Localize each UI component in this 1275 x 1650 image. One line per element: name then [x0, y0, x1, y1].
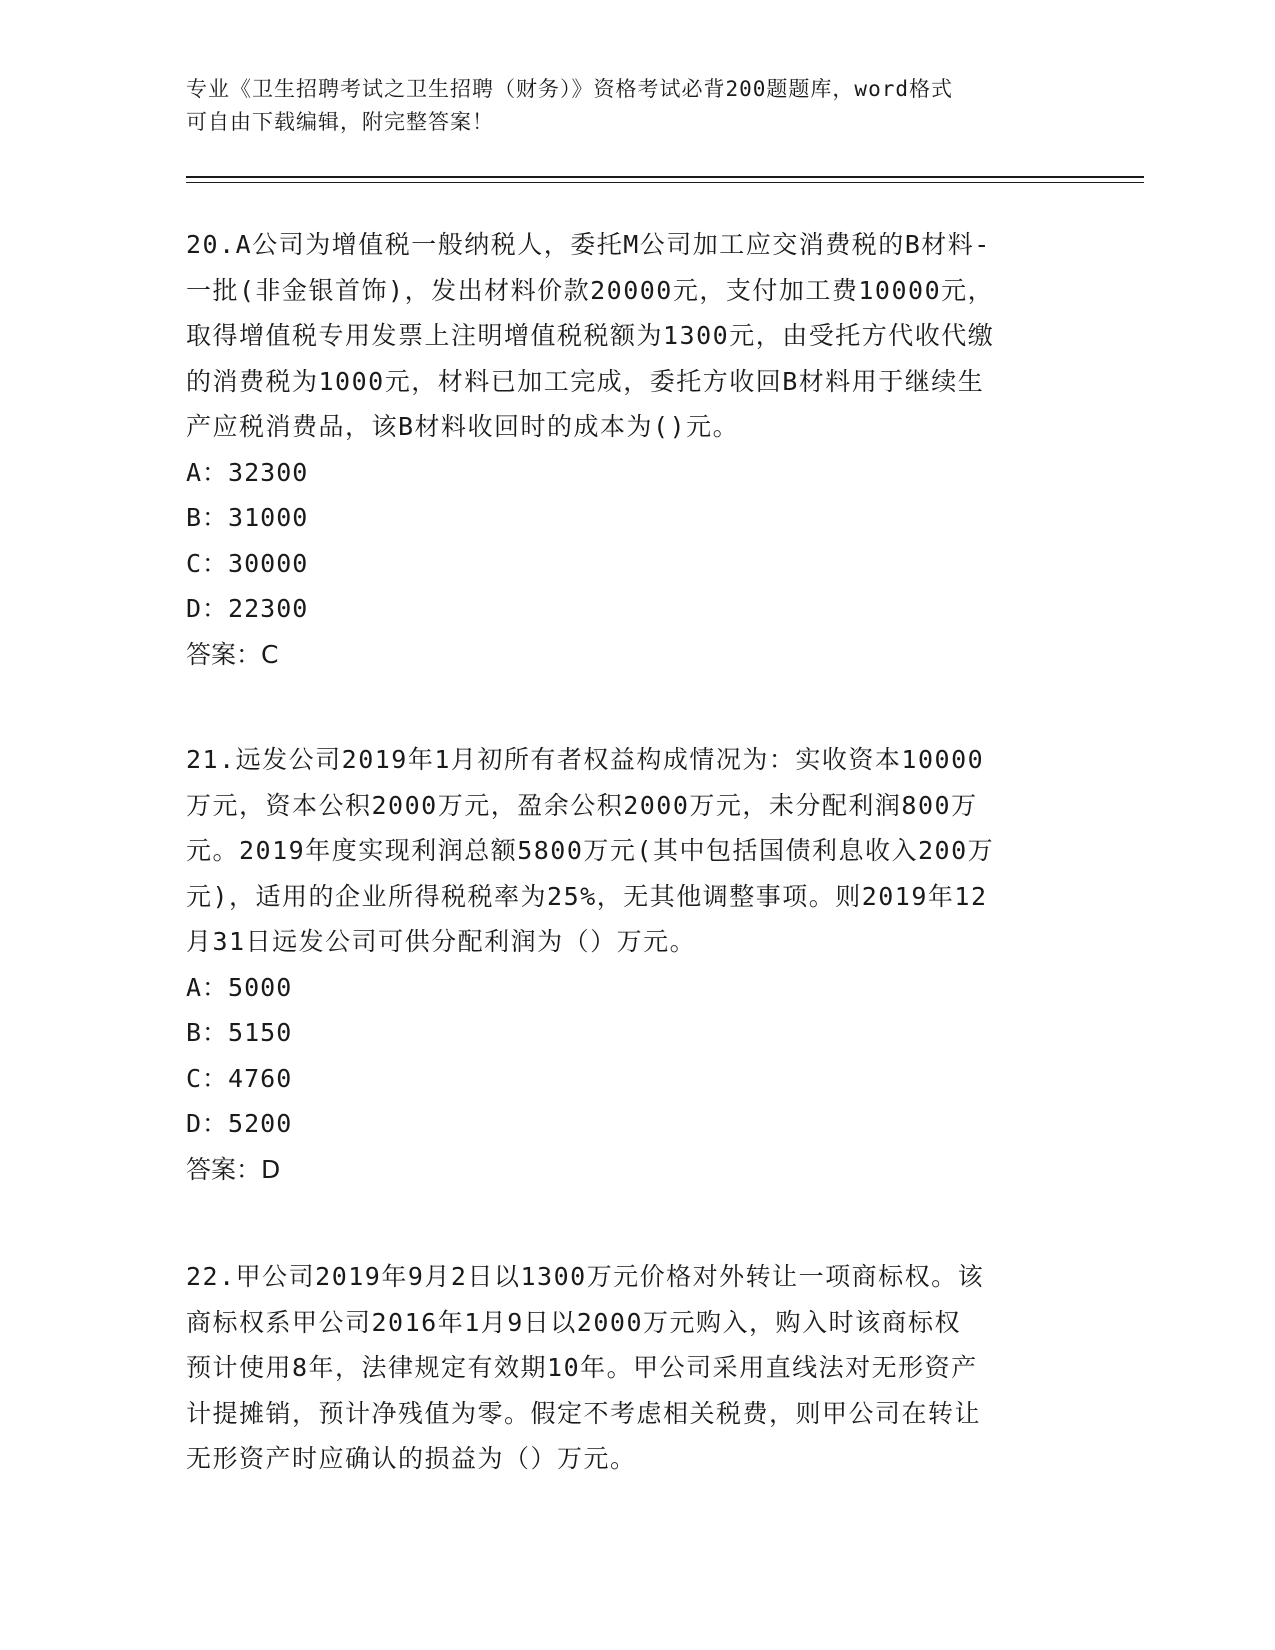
question-text-line: 计提摊销，预计净残值为零。假定不考虑相关税费，则甲公司在转让: [186, 1398, 982, 1428]
question-20: [186, 222, 1086, 677]
question-text-line: 21.远发公司2019年1月初所有者权益构成情况为：实收资本10000: [186, 745, 985, 774]
question-text-line: 20.A公司为增值税一般纳税人，委托M公司加工应交消费税的B材料-: [186, 230, 991, 259]
question-text-line: 预计使用8年，法律规定有效期10年。甲公司采用直线法对无形资产: [186, 1353, 978, 1382]
answer: 答案：C: [186, 639, 279, 669]
question-text-line: 元)，适用的企业所得税税率为25%，无其他调整事项。则2019年12: [186, 881, 988, 911]
question-text-line: 一批(非金银首饰)，发出材料价款20000元，支付加工费10000元，: [186, 275, 995, 305]
option-b: B：31000: [186, 503, 309, 532]
question-text-line: 的消费税为1000元，材料已加工完成，委托方收回B材料用于继续生: [186, 366, 985, 396]
option-d: D：5200: [186, 1109, 293, 1138]
question-text-line: 月31日远发公司可供分配利润为（）万元。: [186, 927, 697, 956]
option-a: A：5000: [186, 972, 293, 1002]
header-line-2: 可自由下载编辑，附完整答案！: [186, 110, 494, 134]
option-a: A：32300: [186, 457, 309, 487]
option-c: C：4760: [186, 1063, 293, 1093]
question-text-line: 万元，资本公积2000万元，盈余公积2000万元，未分配利润800万: [186, 790, 978, 820]
option-c: C：30000: [186, 548, 309, 578]
document-header: [186, 73, 1086, 139]
header-divider-thick: [186, 176, 1144, 178]
question-text-line: 22.甲公司2019年9月2日以1300万元价格对外转让一项商标权。该: [186, 1262, 985, 1291]
question-22: [186, 1254, 1086, 1482]
header-divider-thin: [186, 182, 1144, 183]
question-text-line: 取得增值税专用发票上注明增值税税额为1300元，由受托方代收代缴: [186, 321, 995, 350]
option-b: B：5150: [186, 1018, 293, 1047]
question-text-line: 元。2019年度实现利润总额5800万元(其中包括国债利息收入200万: [186, 836, 995, 865]
answer: 答案：D: [186, 1154, 281, 1184]
header-line-1: 专业《卫生招聘考试之卫生招聘（财务）》资格考试必背200题题库，word格式: [186, 77, 953, 101]
question-text-line: 产应税消费品，该B材料收回时的成本为()元。: [186, 412, 740, 441]
question-21: [186, 737, 1086, 1192]
question-text-line: 商标权系甲公司2016年1月9日以2000万元购入，购入时该商标权: [186, 1307, 962, 1337]
option-d: D：22300: [186, 594, 309, 623]
question-text-line: 无形资产时应确认的损益为（）万元。: [186, 1444, 637, 1473]
